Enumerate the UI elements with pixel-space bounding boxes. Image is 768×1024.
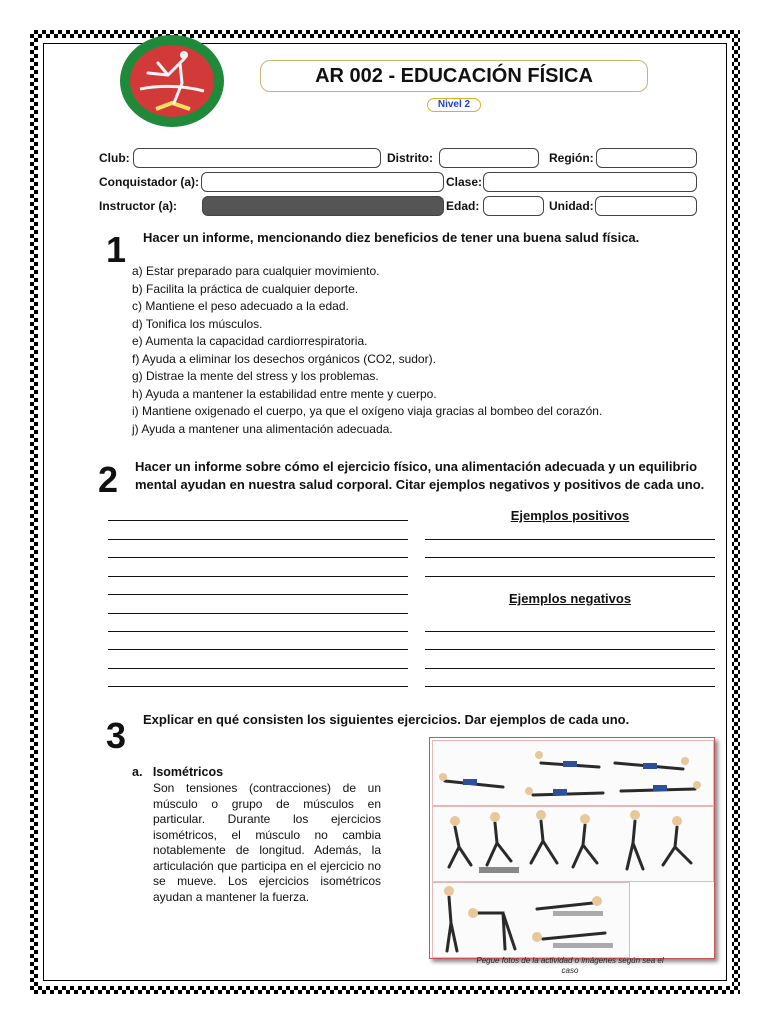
list-item: j) Ayuda a mantener una alimentación adecuada.	[132, 421, 393, 436]
class-label: Clase:	[446, 175, 483, 189]
exercise-photo-collage	[429, 737, 715, 959]
unit-field[interactable]	[595, 196, 697, 216]
photo-panel-plank	[432, 740, 714, 806]
section-1-number: 1	[106, 229, 127, 270]
club-field[interactable]	[133, 148, 381, 168]
writing-line[interactable]	[108, 594, 408, 595]
age-label: Edad:	[446, 199, 480, 213]
writing-line[interactable]	[108, 686, 408, 687]
district-field[interactable]	[439, 148, 539, 168]
level-badge: Nivel 2	[427, 98, 481, 112]
conqueror-label: Conquistador (a):	[99, 175, 199, 189]
list-item: g) Distrae la mente del stress y los problemas.	[132, 369, 379, 383]
writing-line[interactable]	[425, 686, 715, 687]
instructor-label: Instructor (a):	[99, 199, 177, 213]
unit-label: Unidad:	[549, 199, 594, 213]
list-item: c) Mantiene el peso adecuado a la edad.	[132, 299, 349, 313]
section-2-question: Hacer un informe sobre cómo el ejercicio físico, una alimentación adecuada y un equilibrio mental ayudan en nuestra salud corporal. Citar ejemplos negativos y positivos de cada uno.	[135, 459, 705, 492]
writing-line[interactable]	[108, 576, 408, 577]
stretch-figures-image	[433, 883, 629, 957]
document-title: AR 002 - EDUCACIÓN FÍSICA	[260, 60, 648, 92]
writing-line[interactable]	[425, 631, 715, 632]
region-field[interactable]	[596, 148, 697, 168]
club-label: Club:	[99, 151, 130, 165]
photo-panel-squats	[432, 806, 714, 882]
writing-line[interactable]	[108, 613, 408, 614]
region-label: Región:	[549, 151, 594, 165]
instructor-field[interactable]	[202, 196, 444, 216]
list-item: b) Facilita la práctica de cualquier deporte.	[132, 281, 359, 296]
writing-line[interactable]	[108, 631, 408, 632]
age-field[interactable]	[483, 196, 544, 216]
list-item: f) Ayuda a eliminar los desechos orgánicos (CO2, sudor).	[132, 351, 436, 366]
class-field[interactable]	[483, 172, 697, 192]
isometric-description: Son tensiones (contracciones) de un músculo o grupo de músculos en particular. Durante los ejercicios isométricos, el músculo no cambia notablemente de longitud. Además, la articulación que participa en el ejercicio no se mueve. Los ejercicios isométricos ayudan a mantener la fuerza.	[153, 781, 381, 904]
section-1-question: Hacer un informe, mencionando diez beneficios de tener una buena salud física.	[143, 230, 640, 245]
writing-line[interactable]	[108, 557, 408, 558]
writing-line[interactable]	[108, 539, 408, 540]
list-item: i) Mantiene oxigenado el cuerpo, ya que el oxígeno viaja gracias al bombeo del corazón.	[132, 404, 603, 418]
list-item: e) Aumenta la capacidad cardiorrespiratoria.	[132, 334, 368, 348]
benefits-list	[132, 263, 602, 438]
writing-line[interactable]	[108, 520, 408, 521]
writing-line[interactable]	[108, 649, 408, 650]
positive-examples-heading: Ejemplos positivos	[510, 508, 630, 523]
plank-figures-image	[433, 741, 713, 805]
section-2-number: 2	[98, 459, 119, 500]
physical-education-emblem	[118, 33, 226, 129]
list-item: a) Estar preparado para cualquier movimiento.	[132, 264, 380, 278]
writing-line[interactable]	[108, 668, 408, 669]
squat-figures-image	[433, 807, 713, 881]
writing-line[interactable]	[425, 649, 715, 650]
isometric-title: Isométricos	[152, 765, 224, 779]
writing-line[interactable]	[425, 668, 715, 669]
section-3-question: Explicar en qué consisten los siguientes ejercicios. Dar ejemplos de cada uno.	[143, 712, 630, 727]
section-3-number: 3	[106, 715, 127, 756]
isometric-heading	[132, 765, 223, 779]
writing-line[interactable]	[425, 539, 715, 540]
isometric-item-letter: a.	[132, 765, 143, 779]
list-item: d) Tonifica los músculos.	[132, 316, 263, 331]
conqueror-field[interactable]	[201, 172, 444, 192]
photo-caption: Pegue fotos de la actividad o imágenes según sea el caso	[476, 956, 664, 975]
list-item: h) Ayuda a mantener la estabilidad entre mente y cuerpo.	[132, 386, 437, 401]
negative-examples-heading: Ejemplos negativos	[508, 591, 632, 606]
writing-line[interactable]	[425, 557, 715, 558]
district-label: Distrito:	[387, 151, 433, 165]
writing-line[interactable]	[425, 576, 715, 577]
photo-panel-stretches	[432, 882, 630, 958]
